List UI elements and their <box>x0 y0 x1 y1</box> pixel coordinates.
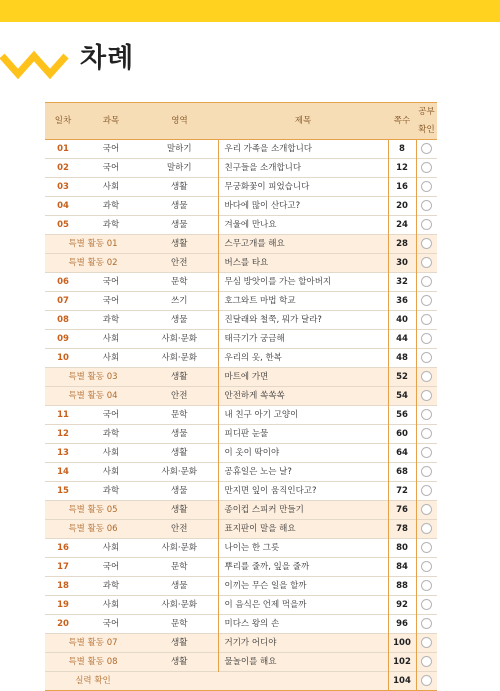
cell-check <box>416 653 437 672</box>
cell-subject: 사회 <box>102 543 120 553</box>
table-row <box>45 349 437 368</box>
cell-page: 76 <box>388 501 416 520</box>
table-row <box>45 216 437 235</box>
header-check <box>416 103 437 140</box>
cell-check <box>416 634 437 653</box>
cell-title: 종이컵 스피커 만들기 <box>218 501 388 520</box>
header-page: 쪽수 <box>388 103 416 140</box>
table-row <box>45 197 437 216</box>
cell-page: 68 <box>388 463 416 482</box>
study-check-circle[interactable] <box>421 599 432 610</box>
cell-page: 78 <box>388 520 416 539</box>
cell-check <box>416 178 437 197</box>
study-check-circle[interactable] <box>421 314 432 325</box>
study-check-circle[interactable] <box>421 561 432 572</box>
study-check-circle[interactable] <box>421 504 432 515</box>
cell-area: 쓰기 <box>171 296 188 306</box>
cell-area: 생물 <box>171 486 188 496</box>
study-check-circle[interactable] <box>421 181 432 192</box>
cell-day: 특별 활동 05 <box>45 501 141 520</box>
cell-area: 생활 <box>171 182 188 192</box>
cell-title: 스무고개를 해요 <box>218 235 388 254</box>
cell-check <box>416 368 437 387</box>
cell-day: 06 <box>57 277 69 287</box>
top-accent-bar <box>0 0 500 22</box>
cell-page: 12 <box>388 159 416 178</box>
cell-check <box>416 425 437 444</box>
table-row <box>45 520 437 539</box>
cell-day: 02 <box>57 163 69 173</box>
study-check-circle[interactable] <box>421 409 432 420</box>
study-check-circle[interactable] <box>421 675 432 686</box>
cell-page: 88 <box>388 577 416 596</box>
cell-area: 말하기 <box>166 163 192 173</box>
cell-check <box>416 254 437 273</box>
study-check-circle[interactable] <box>421 219 432 230</box>
cell-check <box>416 463 437 482</box>
table-row <box>45 140 437 159</box>
cell-subject: 국어 <box>102 277 120 287</box>
cell-day: 특별 활동 07 <box>45 634 141 653</box>
cell-subject: 과학 <box>102 581 120 591</box>
cell-area: 사회·문화 <box>161 353 198 363</box>
study-check-circle[interactable] <box>421 542 432 553</box>
table-row <box>45 615 437 634</box>
cell-page: 102 <box>388 653 416 672</box>
cell-check <box>416 501 437 520</box>
cell-area: 생물 <box>171 220 188 230</box>
study-check-circle[interactable] <box>421 143 432 154</box>
cell-area: 말하기 <box>166 144 192 154</box>
table-row <box>45 311 437 330</box>
cell-page: 36 <box>388 292 416 311</box>
table-row <box>45 577 437 596</box>
cell-subject: 사회 <box>102 182 120 192</box>
cell-area: 생활 <box>171 448 188 458</box>
cell-page: 96 <box>388 615 416 634</box>
cell-check <box>416 330 437 349</box>
cell-subject: 국어 <box>102 144 120 154</box>
cell-area: 안전 <box>141 254 218 273</box>
cell-title: 우리 가족을 소개합니다 <box>218 140 388 159</box>
header-check-line2: 확인 <box>418 125 435 135</box>
table-row <box>45 539 437 558</box>
cell-subject: 과학 <box>102 201 120 211</box>
cell-page: 30 <box>388 254 416 273</box>
cell-day: 04 <box>57 201 69 211</box>
cell-title: 만지면 잎이 움직인다고? <box>218 482 388 501</box>
study-check-circle[interactable] <box>421 352 432 363</box>
cell-check <box>416 216 437 235</box>
cell-check <box>416 444 437 463</box>
cell-check <box>416 159 437 178</box>
cell-title: 이 음식은 언제 먹을까 <box>218 596 388 615</box>
study-check-circle[interactable] <box>421 333 432 344</box>
cell-area: 생활 <box>141 501 218 520</box>
cell-subject: 국어 <box>102 296 120 306</box>
study-check-circle[interactable] <box>421 580 432 591</box>
cell-subject: 국어 <box>102 163 120 173</box>
cell-check <box>416 292 437 311</box>
cell-subject: 사회 <box>102 353 120 363</box>
cell-title: 친구들을 소개합니다 <box>218 159 388 178</box>
cell-check <box>416 273 437 292</box>
cell-subject: 사회 <box>102 334 120 344</box>
table-row <box>45 444 437 463</box>
table-row <box>45 482 437 501</box>
cell-day: 09 <box>57 334 69 344</box>
study-check-circle[interactable] <box>421 466 432 477</box>
cell-check <box>416 558 437 577</box>
cell-day: 19 <box>57 600 69 610</box>
cell-check <box>416 197 437 216</box>
table-of-contents <box>45 102 437 691</box>
cell-subject: 사회 <box>102 600 120 610</box>
cell-page: 54 <box>388 387 416 406</box>
table-header-row <box>45 103 437 140</box>
cell-title: 태극기가 궁금해 <box>218 330 388 349</box>
cell-day: 특별 활동 02 <box>45 254 141 273</box>
cell-area: 생물 <box>171 429 188 439</box>
cell-day: 12 <box>57 429 69 439</box>
cell-area: 생물 <box>171 315 188 325</box>
cell-title: 피디판 눈물 <box>218 425 388 444</box>
cell-title: 미다스 왕의 손 <box>218 615 388 634</box>
cell-page: 28 <box>388 235 416 254</box>
table-row <box>45 387 437 406</box>
cell-title: 호그와트 마법 학교 <box>218 292 388 311</box>
study-check-circle[interactable] <box>421 656 432 667</box>
cell-area: 문학 <box>171 410 188 420</box>
cell-area: 사회·문화 <box>161 467 198 477</box>
table-row <box>45 292 437 311</box>
cell-day: 13 <box>57 448 69 458</box>
cell-subject: 사회 <box>102 448 120 458</box>
table-row <box>45 558 437 577</box>
cell-page: 64 <box>388 444 416 463</box>
study-check-circle[interactable] <box>421 200 432 211</box>
cell-day: 특별 활동 06 <box>45 520 141 539</box>
cell-page: 8 <box>388 140 416 159</box>
cell-day: 특별 활동 08 <box>45 653 141 672</box>
cell-subject: 과학 <box>102 486 120 496</box>
cell-page: 84 <box>388 558 416 577</box>
cell-day: 05 <box>57 220 69 230</box>
cell-area: 생물 <box>171 201 188 211</box>
cell-day: 14 <box>57 467 69 477</box>
cell-check <box>416 672 437 691</box>
table-row <box>45 235 437 254</box>
cell-title: 이끼는 무슨 일을 할까 <box>218 577 388 596</box>
cell-title: 물놀이를 해요 <box>218 653 388 672</box>
table-row <box>45 406 437 425</box>
cell-area: 문학 <box>171 562 188 572</box>
cell-day: 01 <box>57 144 69 154</box>
table-row <box>45 178 437 197</box>
study-check-circle[interactable] <box>421 428 432 439</box>
cell-page: 24 <box>388 216 416 235</box>
cell-day: 11 <box>57 410 69 420</box>
cell-title: 이 옷이 딱이야 <box>218 444 388 463</box>
study-check-circle[interactable] <box>421 162 432 173</box>
table-row <box>45 463 437 482</box>
cell-check <box>416 539 437 558</box>
cell-check <box>416 596 437 615</box>
header-area: 영역 <box>141 103 218 140</box>
page-title: 차례 <box>80 43 135 74</box>
header-check-line1: 공부 <box>418 107 435 117</box>
table-row <box>45 159 437 178</box>
cell-page: 32 <box>388 273 416 292</box>
cell-day: 특별 활동 04 <box>45 387 141 406</box>
cell-day: 03 <box>57 182 69 192</box>
cell-page: 44 <box>388 330 416 349</box>
cell-area: 생활 <box>141 653 218 672</box>
cell-page: 92 <box>388 596 416 615</box>
study-check-circle[interactable] <box>421 447 432 458</box>
study-check-circle[interactable] <box>421 238 432 249</box>
zigzag-logo-icon <box>0 50 72 80</box>
cell-title: 뿌리를 줄까, 잎을 줄까 <box>218 558 388 577</box>
cell-page: 100 <box>388 634 416 653</box>
cell-area: 생활 <box>141 368 218 387</box>
cell-subject: 과학 <box>102 315 120 325</box>
cell-subject: 과학 <box>102 429 120 439</box>
cell-title: 무궁화꽃이 피었습니다 <box>218 178 388 197</box>
cell-day: 17 <box>57 562 69 572</box>
study-check-circle[interactable] <box>421 618 432 629</box>
study-check-circle[interactable] <box>421 276 432 287</box>
table-row <box>45 634 437 653</box>
cell-day: 16 <box>57 543 69 553</box>
cell-page: 20 <box>388 197 416 216</box>
cell-area: 문학 <box>171 277 188 287</box>
cell-title: 내 친구 아기 고양이 <box>218 406 388 425</box>
cell-subject: 국어 <box>102 619 120 629</box>
cell-title: 거기가 어디야 <box>218 634 388 653</box>
cell-page: 72 <box>388 482 416 501</box>
cell-page: 40 <box>388 311 416 330</box>
cell-check <box>416 311 437 330</box>
cell-subject: 국어 <box>102 562 120 572</box>
table-row <box>45 501 437 520</box>
cell-page: 56 <box>388 406 416 425</box>
table-row <box>45 653 437 672</box>
cell-day: 15 <box>57 486 69 496</box>
cell-page: 80 <box>388 539 416 558</box>
cell-title: 공휴일은 노는 날? <box>218 463 388 482</box>
cell-title: 나이는 한 그릇 <box>218 539 388 558</box>
table-body <box>45 140 437 691</box>
header-subject: 과목 <box>81 103 141 140</box>
cell-check <box>416 615 437 634</box>
cell-title: 마트에 가면 <box>218 368 388 387</box>
cell-subject: 국어 <box>102 410 120 420</box>
cell-page: 48 <box>388 349 416 368</box>
table-row <box>45 672 437 691</box>
table-row <box>45 368 437 387</box>
cell-check <box>416 482 437 501</box>
cell-subject: 과학 <box>102 220 120 230</box>
table-row <box>45 596 437 615</box>
cell-blank <box>141 672 388 691</box>
cell-day: 실력 확인 <box>45 672 141 691</box>
cell-area: 문학 <box>171 619 188 629</box>
study-check-circle[interactable] <box>421 257 432 268</box>
cell-page: 60 <box>388 425 416 444</box>
study-check-circle[interactable] <box>421 637 432 648</box>
header-day: 일차 <box>45 103 81 140</box>
cell-title: 안전하게 쏙쏙쏙 <box>218 387 388 406</box>
cell-title: 우리의 옷, 한복 <box>218 349 388 368</box>
cell-day: 07 <box>57 296 69 306</box>
cell-page: 104 <box>388 672 416 691</box>
cell-check <box>416 577 437 596</box>
cell-area: 안전 <box>141 387 218 406</box>
cell-day: 10 <box>57 353 69 363</box>
cell-day: 특별 활동 03 <box>45 368 141 387</box>
cell-subject: 사회 <box>102 467 120 477</box>
study-check-circle[interactable] <box>421 295 432 306</box>
study-check-circle[interactable] <box>421 523 432 534</box>
cell-page: 52 <box>388 368 416 387</box>
cell-title: 표지판이 말을 해요 <box>218 520 388 539</box>
cell-page: 16 <box>388 178 416 197</box>
cell-area: 사회·문화 <box>161 600 198 610</box>
study-check-circle[interactable] <box>421 485 432 496</box>
cell-day: 18 <box>57 581 69 591</box>
cell-day: 특별 활동 01 <box>45 235 141 254</box>
cell-title: 바다에 많이 산다고? <box>218 197 388 216</box>
cell-title: 겨울에 만나요 <box>218 216 388 235</box>
table-row <box>45 254 437 273</box>
cell-check <box>416 406 437 425</box>
cell-check <box>416 349 437 368</box>
cell-check <box>416 235 437 254</box>
table-row <box>45 330 437 349</box>
cell-day: 20 <box>57 619 69 629</box>
cell-check <box>416 140 437 159</box>
study-check-circle[interactable] <box>421 371 432 382</box>
cell-area: 사회·문화 <box>161 334 198 344</box>
cell-title: 버스를 타요 <box>218 254 388 273</box>
cell-area: 생물 <box>171 581 188 591</box>
table-row <box>45 273 437 292</box>
cell-area: 생활 <box>141 235 218 254</box>
study-check-circle[interactable] <box>421 390 432 401</box>
table-row <box>45 425 437 444</box>
cell-check <box>416 387 437 406</box>
cell-check <box>416 520 437 539</box>
cell-area: 사회·문화 <box>161 543 198 553</box>
cell-area: 생활 <box>141 634 218 653</box>
cell-title: 진달래와 철쭉, 뭐가 달라? <box>218 311 388 330</box>
cell-day: 08 <box>57 315 69 325</box>
cell-title: 무심 방앗이를 가는 할아버지 <box>218 273 388 292</box>
header-title: 제목 <box>218 103 388 140</box>
cell-area: 안전 <box>141 520 218 539</box>
